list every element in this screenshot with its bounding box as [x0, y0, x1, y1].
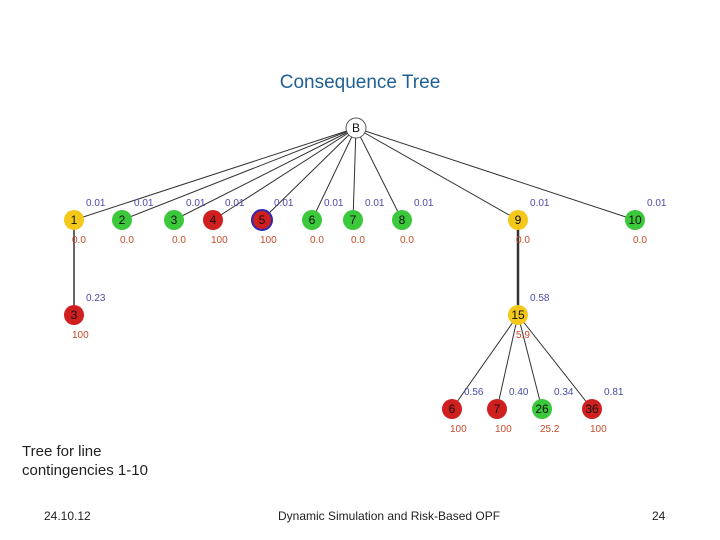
node-l3-26-label: 26 [535, 402, 549, 416]
node-l2-15-probability: 0.58 [530, 293, 550, 304]
node-l1-1-probability: 0.01 [86, 198, 106, 209]
footer-date: 24.10.12 [44, 509, 91, 523]
node-l1-8-probability: 0.01 [414, 198, 434, 209]
node-l1-9-consequence: 0.0 [516, 235, 530, 246]
node-l2-3-consequence: 100 [72, 330, 89, 341]
node-l3-6-label: 6 [448, 402, 456, 416]
node-l1-4-label: 4 [209, 213, 217, 227]
node-l2-3-label: 3 [70, 308, 78, 322]
node-l2-15-consequence: 5.9 [516, 330, 530, 341]
node-l1-2-label: 2 [118, 213, 126, 227]
figure-caption [22, 442, 222, 480]
page-title: Consequence Tree [279, 72, 441, 93]
node-l1-1-label: 1 [70, 213, 78, 227]
node-l1-3-probability: 0.01 [186, 198, 206, 209]
node-l1-6-label: 6 [308, 213, 316, 227]
node-l3-7-probability: 0.40 [509, 387, 529, 398]
node-l1-3-label: 3 [170, 213, 178, 227]
footer-title: Dynamic Simulation and Risk-Based OPF [278, 509, 501, 523]
node-l1-2-probability: 0.01 [134, 198, 154, 209]
node-l1-1-consequence: 0.0 [72, 235, 86, 246]
node-l1-8-consequence: 0.0 [400, 235, 414, 246]
node-l3-36-probability: 0.81 [604, 387, 624, 398]
node-l3-7-label: 7 [493, 402, 501, 416]
node-l1-10-label: 10 [628, 213, 642, 227]
node-l1-8-label: 8 [398, 213, 406, 227]
node-l3-7-consequence: 100 [495, 424, 512, 435]
caption-line-2: contingencies 1-10 [22, 462, 148, 479]
node-l2-15-label: 15 [511, 308, 525, 322]
node-l1-7-label: 7 [349, 213, 357, 227]
node-l3-26-consequence: 25.2 [540, 424, 560, 435]
tree-labels [72, 198, 667, 435]
node-l1-9-label: 9 [514, 213, 522, 227]
node-l1-6-probability: 0.01 [324, 198, 344, 209]
node-l3-6-consequence: 100 [450, 424, 467, 435]
edge-root-to-7 [353, 128, 356, 220]
edge-root-to-10 [356, 128, 635, 220]
caption-line-1: Tree for line [22, 443, 102, 460]
node-l1-4-probability: 0.01 [225, 198, 245, 209]
node-l1-7-consequence: 0.0 [351, 235, 365, 246]
node-l1-10-probability: 0.01 [647, 198, 667, 209]
tree-edges [74, 128, 635, 409]
node-l3-26-probability: 0.34 [554, 387, 574, 398]
node-l1-5-consequence: 100 [260, 235, 277, 246]
root-node-label: B [351, 121, 361, 135]
node-l1-9-probability: 0.01 [530, 198, 550, 209]
node-l1-7-probability: 0.01 [365, 198, 385, 209]
node-l1-5-label: 5 [258, 213, 266, 227]
node-l1-6-consequence: 0.0 [310, 235, 324, 246]
footer-page-number: 24 [652, 509, 666, 523]
node-l2-3-probability: 0.23 [86, 293, 106, 304]
node-l1-3-consequence: 0.0 [172, 235, 186, 246]
node-l1-2-consequence: 0.0 [120, 235, 134, 246]
node-l1-10-consequence: 0.0 [633, 235, 647, 246]
node-l3-6-probability: 0.56 [464, 387, 484, 398]
node-l1-4-consequence: 100 [211, 235, 228, 246]
edge-root-to-1 [74, 128, 356, 220]
node-l1-5-probability: 0.01 [274, 198, 294, 209]
node-l3-36-consequence: 100 [590, 424, 607, 435]
node-l3-36-label: 36 [585, 402, 599, 416]
